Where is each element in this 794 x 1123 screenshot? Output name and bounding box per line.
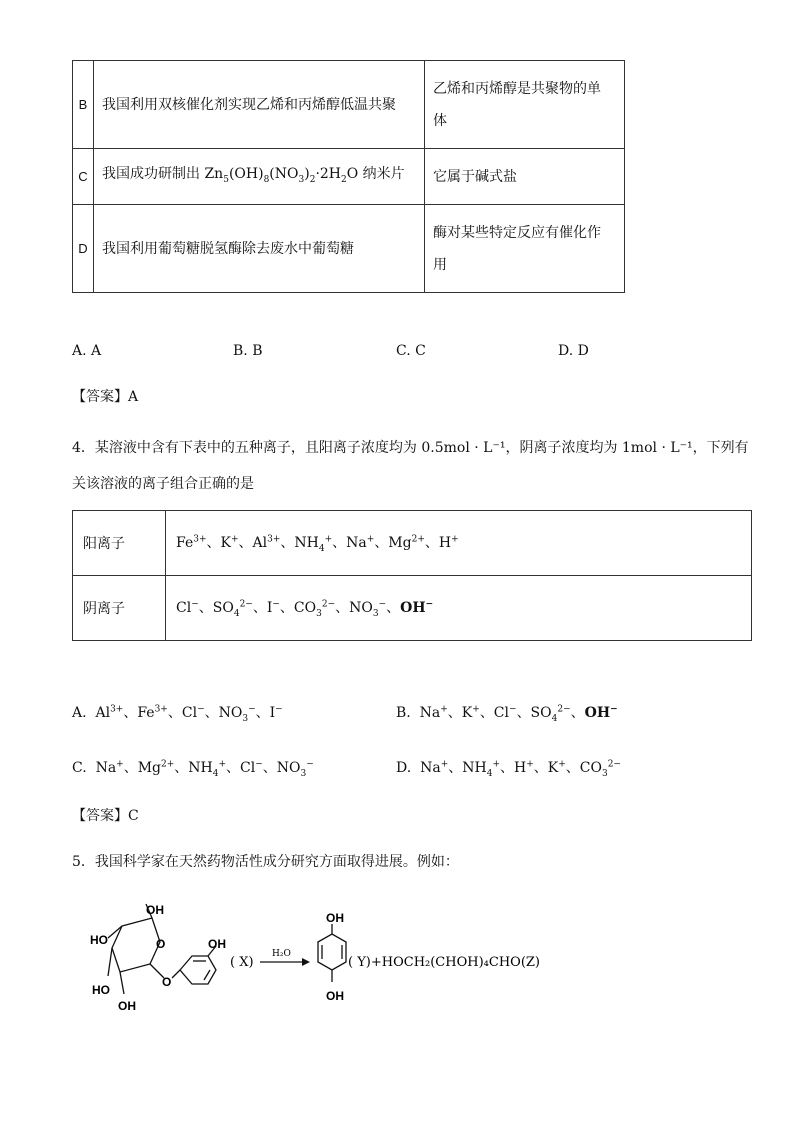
arrow-head — [302, 958, 310, 966]
o-label: O — [156, 937, 166, 951]
anion-list: Cl−、$SO_4^{2-}$、I−、$CO_3^{2-}$、$NO_3^-$、OH− — [166, 576, 752, 641]
q4-option-a: A. $Al^{3+}$、$Fe^{3+}$、Cl−、$NO_3^-$、I− — [72, 704, 283, 724]
q4-option-b: B. Na+、K+、Cl−、$SO_4^{2-}$、OH− — [396, 704, 618, 724]
row-description: 我国成功研制出 $Zn_5(OH)_8(NO_3)_2\cdot 2H_2O$ 纳米片 — [94, 149, 425, 205]
anion-row — [73, 576, 752, 641]
question-4-line1: 4．某溶液中含有下表中的五种离子，且阳离子浓度均为 0.5mol · L⁻¹，阴离子浓度均为 1mol · L⁻¹，下列有 — [72, 440, 749, 456]
ion-table — [72, 510, 752, 641]
oh-label: HO — [92, 983, 110, 997]
row-description: 我国利用葡萄糖脱氢酶除去废水中葡萄糖 — [94, 205, 425, 293]
row-note — [425, 61, 625, 149]
product-label: ( Y)+HOCH₂(CHOH)₄CHO(Z) — [348, 955, 540, 970]
row-description: 我国利用双核催化剂实现乙烯和丙烯醇低温共聚 — [94, 61, 425, 149]
option-label: C. — [72, 760, 87, 776]
table-row — [73, 205, 625, 293]
options-table — [72, 60, 625, 293]
row-letter: B — [73, 61, 94, 149]
note-line: 用 — [433, 256, 447, 273]
reaction-scheme — [80, 890, 540, 1030]
note-line: 体 — [433, 112, 447, 129]
row-note — [425, 205, 625, 293]
reagent-label: H₂O — [272, 949, 291, 959]
row-letter: C — [73, 149, 94, 205]
option-label: D. — [396, 760, 412, 776]
q4-option-d: D. Na+、$NH_4^+$、H+、K+、$CO_3^{2-}$ — [396, 759, 621, 779]
option-c: C. C — [396, 343, 426, 359]
row-letter: D — [73, 205, 94, 293]
note-line: 乙烯和丙烯醇是共聚物的单 — [433, 80, 601, 97]
table-row — [73, 149, 625, 205]
oh-label: HO — [90, 933, 108, 947]
cation-label: 阳离子 — [73, 511, 166, 576]
option-d: D. D — [558, 343, 589, 359]
oh-label: OH — [118, 999, 136, 1013]
oh-label: OH — [326, 911, 344, 925]
q4-option-c: C. Na+、$Mg^{2+}$、$NH_4^+$、Cl−、$NO_3^-$ — [72, 759, 314, 779]
table-row — [73, 61, 625, 149]
cation-list: $Fe^{3+}$、K+、$Al^{3+}$、$NH_4^+$、Na+、$Mg^{2+}$、H+ — [166, 511, 752, 576]
answer-q3: 【答案】A — [72, 389, 139, 405]
option-label: A. — [72, 705, 87, 721]
option-a: A. A — [72, 343, 102, 359]
hydroquinone-ring — [318, 924, 346, 982]
desc-prefix: 我国成功研制出 Zn — [102, 165, 224, 182]
desc-suffix: 纳米片 — [358, 165, 405, 182]
row-note: 它属于碱式盐 — [425, 149, 625, 205]
option-label: B. — [396, 705, 411, 721]
note-line: 酶对某些特定反应有催化作 — [433, 224, 601, 241]
x-label: ( X) — [230, 955, 254, 970]
o-label: O — [162, 975, 172, 989]
answer-q4: 【答案】C — [72, 808, 139, 824]
oh-label: OH — [208, 937, 226, 951]
anion-label: 阴离子 — [73, 576, 166, 641]
option-b: B. B — [233, 343, 263, 359]
oh-label: OH — [326, 989, 344, 1003]
phenol-ring — [172, 946, 216, 984]
question-5-line1: 5．我国科学家在天然药物活性成分研究方面取得进展。例如： — [72, 854, 459, 870]
cation-row — [73, 511, 752, 576]
oh-label: OH — [146, 903, 164, 917]
question-4-line2: 关该溶液的离子组合正确的是 — [72, 476, 254, 492]
